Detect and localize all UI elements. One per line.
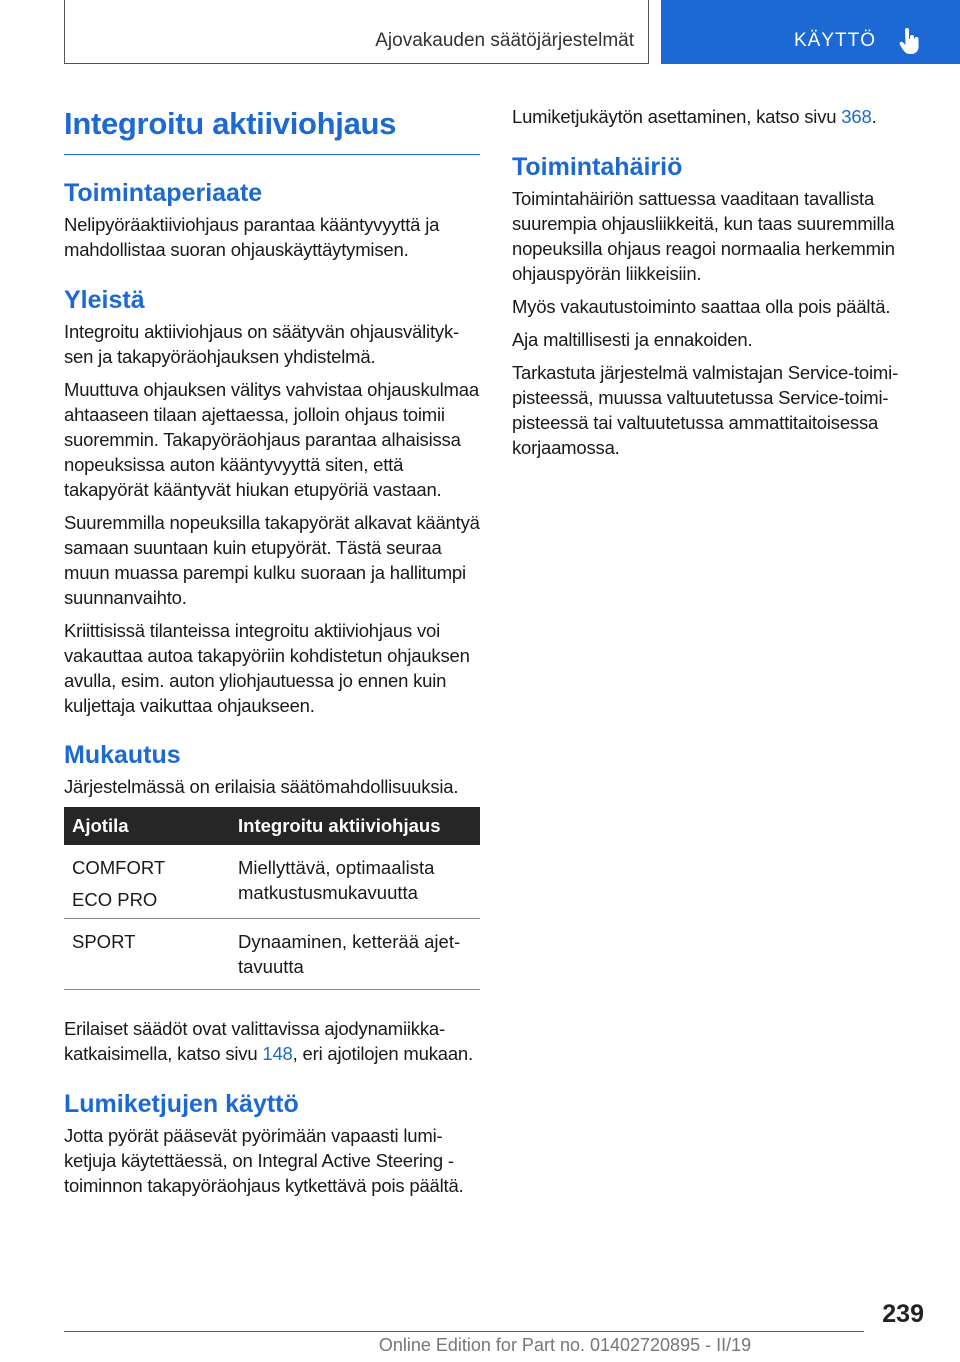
table-row [64,919,480,990]
hand-pointer-icon [899,28,921,54]
page-title: Integroitu aktiiviohjaus [64,106,397,141]
table-cell-description: Dynaaminen, ketterää ajettavuutta [230,919,480,990]
paragraph: Tarkastuta järjestelmä valmistajan Service-toimipisteessä, muussa valtuutetussa Service-toimipisteessä tai valtuutetussa ammattitaitoisessa korjaamossa. [512,362,899,458]
paragraph: Kriittisissä tilanteissa integroitu aktiiviohjaus voi vakauttaa autoa takapyöriin kohdistetun ohjauksen avulla, esim. auton yliohjautuessa jo ennen kuin kuljettaja vaikuttaa ohjaukseen. [64,620,470,716]
paragraph: Toimintahäiriön sattuessa vaaditaan tavallista suurempia ohjausliikkeitä, kun taas suuremmilla nopeuksilla ohjaus reagoi normaalia herkemmin ohjauspyörän liikkeisiin. [512,188,895,284]
heading-toimintaperiaate: Toimintaperiaate [64,179,263,207]
page-link-148[interactable]: 148 [262,1043,293,1064]
paragraph: Jotta pyörät pääsevät pyörimään vapaasti lumiketjuja käytettäessä, on Integral Active Steering -toiminnon takapyöräohjaus kytkettävä pois päältä. [64,1125,464,1196]
paragraph: Aja maltillisesti ja ennakoiden. [512,329,753,350]
paragraph: Integroitu aktiiviohjaus on säätyvän ohjausvälityksen ja takapyöräohjauksen yhdistelmä. [64,321,460,367]
page-number: 239 [882,1300,924,1328]
left-column [64,100,480,1198]
text-span: Lumiketjukäytön asettaminen, katso sivu [512,106,842,127]
text-span: . [871,106,877,127]
footer-divider [64,1331,864,1332]
heading-mukautus: Mukautus [64,741,181,769]
heading-lumiketjujen-kaytto: Lumiketjujen käyttö [64,1090,299,1118]
table-cell-mode-sport: SPORT [64,919,230,990]
section-title: Ajovakauden säätöjärjestelmät [375,30,634,51]
paragraph: Suuremmilla nopeuksilla takapyörät alkavat kääntyä samaan suuntaan kuin etupyörät. Tästä seuraa muun muassa parempi kulku suoraan ja hallitumpi suunnanvaihto. [64,512,480,608]
paragraph: Myös vakautustoiminto saattaa olla pois päältä. [512,296,891,317]
text-span: Erilaiset säädöt ovat valittavissa ajodynamiikkakatkaisimella, katso sivu [64,1018,446,1064]
table-row [64,845,480,919]
paragraph: Järjestelmässä on erilaisia säätömahdollisuuksia. [64,776,459,797]
right-column [512,104,924,460]
edition-text: Online Edition for Part no. 01402720895 - II/19 [378,1335,752,1355]
title-divider [64,154,480,155]
mode-eco-pro: ECO PRO [72,889,158,910]
chapter-tab[interactable] [661,0,960,64]
drive-mode-table [64,807,480,990]
column-header-aktiiviohjaus: Integroitu aktiiviohjaus [230,807,480,845]
chapter-tab-label: KÄYTTÖ [794,30,877,51]
text-span: , eri ajotilojen mukaan. [292,1043,473,1064]
header-section-box [64,0,649,64]
table-cell-modes [64,845,230,919]
table-header-row [64,807,480,845]
table-cell-description: Miellyttävä, optimaalista matkustusmukavuutta [230,845,480,919]
column-header-ajotila: Ajotila [64,807,230,845]
paragraph: Muuttuva ohjauksen välitys vahvistaa ohjauskulmaa ahtaaseen tilaan ajettaessa, jolloin ohjaus toimii suoremmin. Takapyöräohjaus parantaa alhaisissa nopeuksissa auton kääntyvyyttä siten, että takapyörät kääntyvät hiukan etupyöriä vastaan. [64,379,479,500]
heading-toimintahairio: Toimintahäiriö [512,153,683,181]
paragraph: Nelipyöräaktiiviohjaus parantaa kääntyvyyttä ja mahdollistaa suoran ohjauskäyttäytymisen. [64,214,440,260]
page-link-368[interactable]: 368 [841,106,872,127]
heading-yleista: Yleistä [64,286,145,314]
paragraph [512,104,924,129]
paragraph [64,1016,480,1066]
mode-comfort: COMFORT [72,857,166,878]
